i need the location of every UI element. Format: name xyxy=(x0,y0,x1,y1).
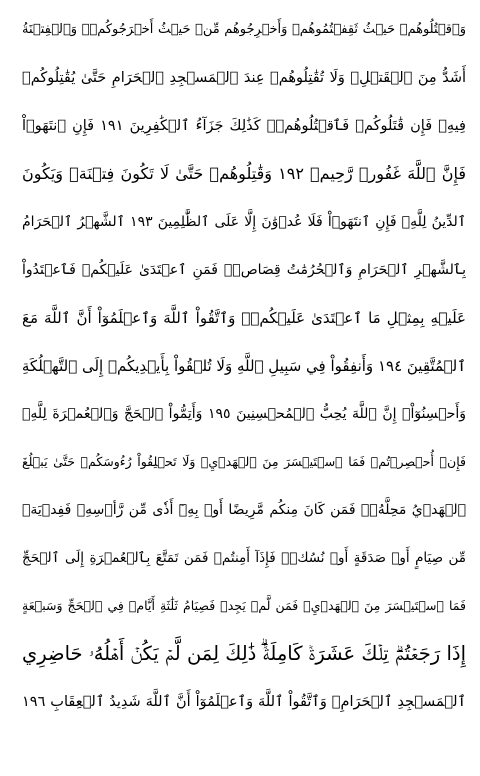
verse-line: ٱلۡمُتَّقِينَ ١٩٤ وَأَنفِقُواْ فِي سَبِيلِ ٱللَّهِ وَلَا تُلۡقُواْ بِأَيۡدِيكُمۡ إِلَى ٱلتَّهۡلُكَةِ xyxy=(22,357,466,375)
verse-line: فَإِنَّ ٱللَّهَ غَفُورٞ رَّحِيمٞ ١٩٢ وَقَٰتِلُوهُمۡ حَتَّىٰ لَا تَكُونَ فِتۡنَةٞ وَيَكُونَ xyxy=(22,164,466,183)
verse-line: وَٱقۡتُلُوهُمۡ حَيۡثُ ثَقِفۡتُمُوهُمۡ وَأَخۡرِجُوهُم مِّنۡ حَيۡثُ أَخۡرَجُوكُمۡۚ وَٱلۡفِتۡنَةُ xyxy=(22,22,466,37)
verse-line: عَلَيۡهِ بِمِثۡلِ مَا ٱعۡتَدَىٰ عَلَيۡكُمۡۚ وَٱتَّقُواْ ٱللَّهَ وَٱعۡلَمُوٓاْ أَنَّ ٱللَّهَ مَعَ xyxy=(22,309,466,327)
verse-line: ٱلۡهَدۡيُ مَحِلَّهُۥۚ فَمَن كَانَ مِنكُم مَّرِيضًا أَوۡ بِهِۦٓ أَذٗى مِّن رَّأۡسِهِۦ فَفِدۡيَةٞ xyxy=(22,502,466,518)
verse-line: ٱلۡمَسۡجِدِ ٱلۡحَرَامِۚ وَٱتَّقُواْ ٱللَّهَ وَٱعۡلَمُوٓاْ أَنَّ ٱللَّهَ شَدِيدُ ٱلۡعِقَابِ ١٩٦ xyxy=(22,694,466,710)
verse-line: فِيهِۖ فَإِن قَٰتَلُوكُمۡ فَٱقۡتُلُوهُمۡۗ كَذَٰلِكَ جَزَآءُ ٱلۡكَٰفِرِينَ ١٩١ فَإِنِ ٱنتَهَوۡاْ xyxy=(22,118,466,134)
verse-line: بِٱلشَّهۡرِ ٱلۡحَرَامِ وَٱلۡحُرُمَٰتُ قِصَاصٞۚ فَمَنِ ٱعۡتَدَىٰ عَلَيۡكُمۡ فَٱعۡتَدُواْ xyxy=(22,262,466,278)
verse-line: فَإِنۡ أُحۡصِرۡتُمۡ فَمَا ٱسۡتَيۡسَرَ مِنَ ٱلۡهَدۡيِۖ وَلَا تَحۡلِقُواْ رُءُوسَكُمۡ حَتَّىٰ يَبۡلُغَ xyxy=(22,454,466,469)
verse-line: أَشَدُّ مِنَ ٱلۡقَتۡلِۚ وَلَا تُقَٰتِلُوهُمۡ عِندَ ٱلۡمَسۡجِدِ ٱلۡحَرَامِ حَتَّىٰ يُقَٰتِلُوكُمۡ xyxy=(22,70,466,86)
verse-line: فَمَا ٱسۡتَيۡسَرَ مِنَ ٱلۡهَدۡيِۚ فَمَن لَّمۡ يَجِدۡ فَصِيَامُ ثَلَٰثَةِ أَيَّامٖ فِي ٱلۡحَجِّ وَسَبۡعَةٍ xyxy=(22,598,466,613)
verse-line: وَأَحۡسِنُوٓاْۚ إِنَّ ٱللَّهَ يُحِبُّ ٱلۡمُحۡسِنِينَ ١٩٥ وَأَتِمُّواْ ٱلۡحَجَّ وَٱلۡعُمۡرَةَ لِلَّهِۚ xyxy=(22,406,466,422)
verse-line: إِذَا رَجَعۡتُمۡۗ تِلۡكَ عَشَرَةٞ كَامِلَةٞۗ ذَٰلِكَ لِمَن لَّمۡ يَكُنۡ أَهۡلُهُۥ حَاضِرِي xyxy=(22,642,466,665)
verse-line: ٱلدِّينُ لِلَّهِۖ فَإِنِ ٱنتَهَوۡاْ فَلَا عُدۡوَٰنَ إِلَّا عَلَى ٱلظَّٰلِمِينَ ١٩٣ ٱلشَّهۡرُ ٱلۡحَرَامُ xyxy=(22,214,466,230)
verse-line: مِّن صِيَامٍ أَوۡ صَدَقَةٍ أَوۡ نُسُكٖۚ فَإِذَآ أَمِنتُمۡ فَمَن تَمَتَّعَ بِٱلۡعُمۡرَةِ إِلَى ٱلۡحَجِّ xyxy=(22,550,466,566)
